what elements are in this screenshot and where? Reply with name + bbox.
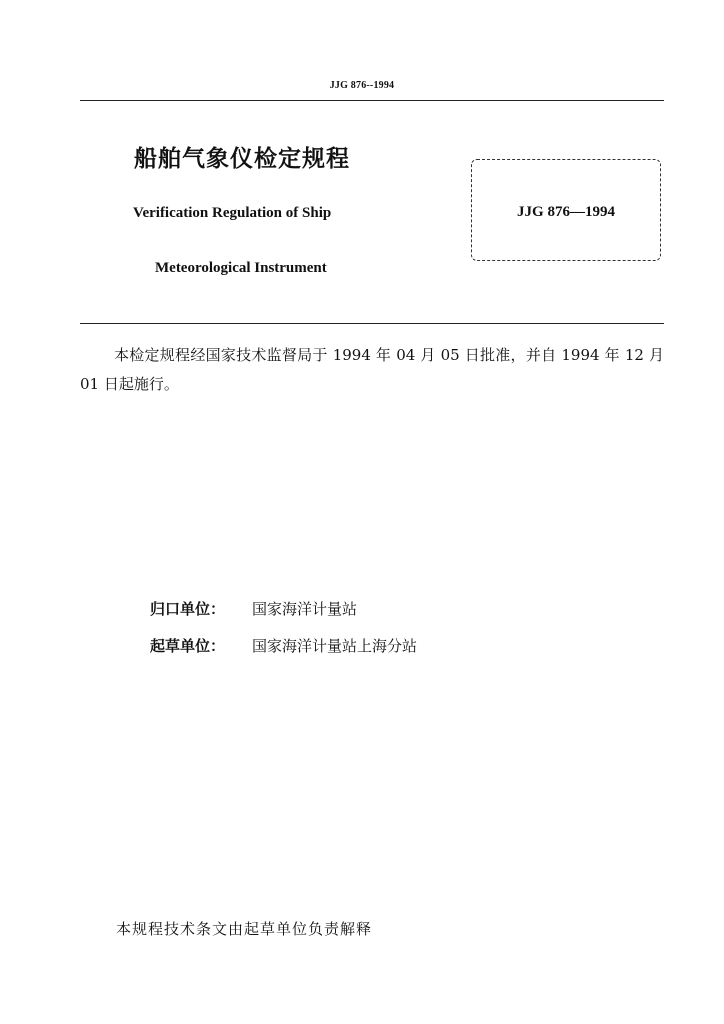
chinese-title: 船舶气象仪检定规程 [134,146,350,172]
english-title-line2: Meteorological Instrument [155,260,327,276]
drafting-unit-value: 国家海洋计量站上海分站 [252,637,418,655]
drafting-unit-label: 起草单位： [150,637,226,655]
document-code-header: JJG 876--1994 [329,80,395,91]
interpretation-note: 本规程技术条文由起草单位负责解释 [116,920,373,938]
header-divider [80,100,664,101]
code-box [471,159,661,261]
responsible-unit-row [150,598,357,619]
drafting-unit-row [150,635,417,656]
title-divider [80,323,664,324]
responsible-unit-label: 归口单位： [150,600,226,618]
approval-statement: 本检定规程经国家技术监督局于 1994 年 04 月 05 日批准，并自 1994 年 12 月 01 日起施行。 [80,346,664,393]
english-title-line1: Verification Regulation of Ship [133,205,332,221]
responsible-unit-value: 国家海洋计量站 [252,600,358,618]
code-box-text: JJG 876—1994 [517,204,615,220]
